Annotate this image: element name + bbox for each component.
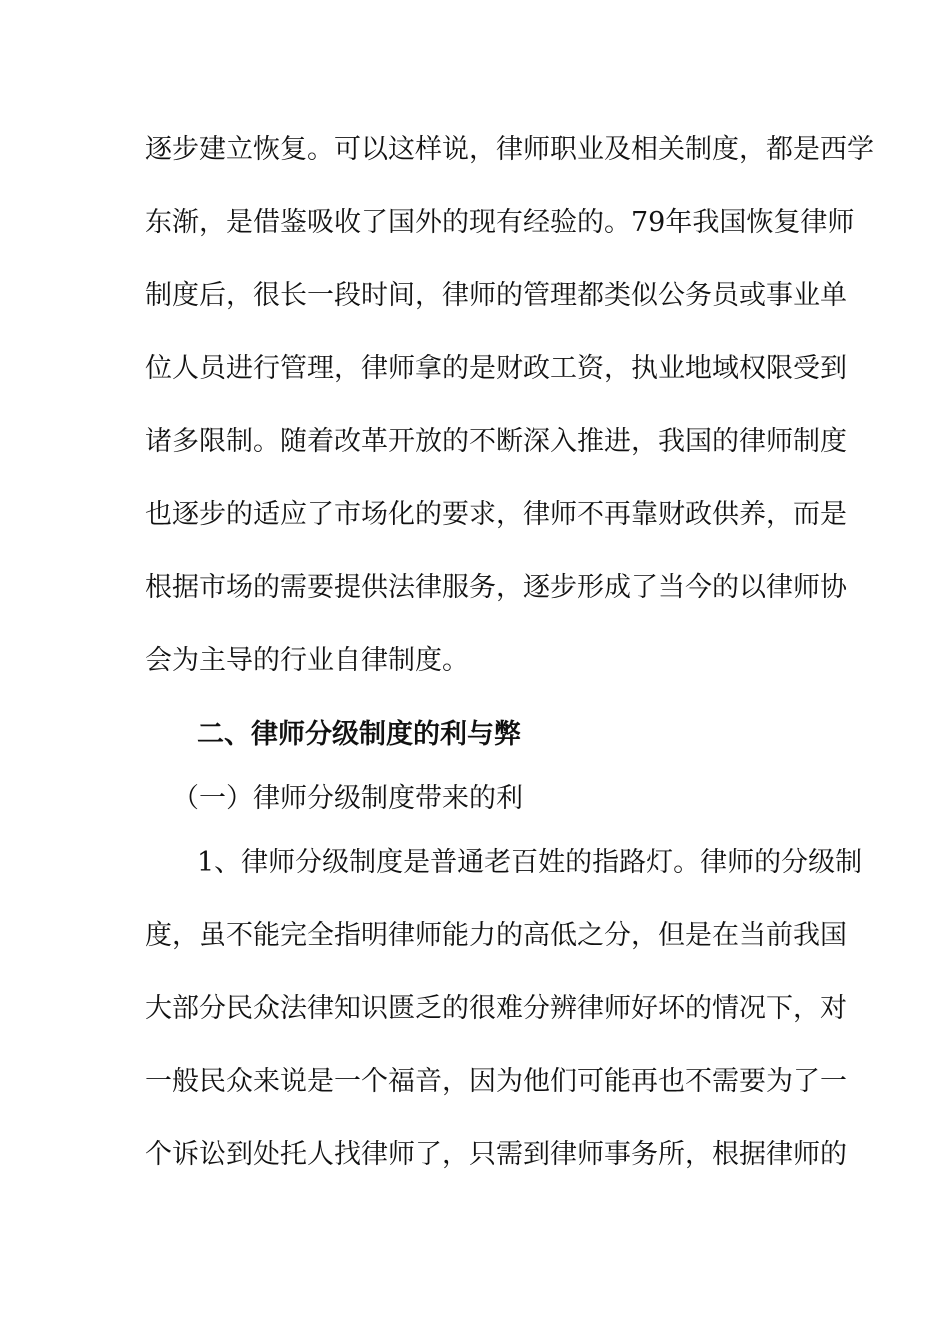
section-heading: 二、律师分级制度的利与弊 [197, 719, 521, 750]
body-text-line: 会为主导的行业自律制度。 [145, 645, 469, 676]
body-text-line: 诸多限制。随着改革开放的不断深入推进，我国的律师制度 [145, 426, 847, 457]
body-text-line: 制度后，很长一段时间，律师的管理都类似公务员或事业单 [145, 280, 847, 311]
body-text-line: 逐步建立恢复。可以这样说，律师职业及相关制度，都是西学 [145, 134, 874, 165]
body-text-line: 位人员进行管理，律师拿的是财政工资，执业地域权限受到 [145, 353, 847, 384]
body-text-line: 一般民众来说是一个福音，因为他们可能再也不需要为了一 [145, 1066, 847, 1097]
body-text-line: 东渐，是借鉴吸收了国外的现有经验的。79年我国恢复律师 [145, 207, 855, 238]
body-text-line: 度，虽不能完全指明律师能力的高低之分，但是在当前我国 [145, 920, 847, 951]
body-text-line: 个诉讼到处托人找律师了，只需到律师事务所，根据律师的 [145, 1139, 847, 1170]
subsection-heading: （一）律师分级制度带来的利 [172, 783, 523, 814]
body-text-line: 也逐步的适应了市场化的要求，律师不再靠财政供养，而是 [145, 499, 847, 530]
body-text-line: 根据市场的需要提供法律服务，逐步形成了当今的以律师协 [145, 572, 847, 603]
body-text-line: 1、律师分级制度是普通老百姓的指路灯。律师的分级制 [197, 847, 863, 878]
body-text-line: 大部分民众法律知识匮乏的很难分辨律师好坏的情况下，对 [145, 993, 847, 1024]
